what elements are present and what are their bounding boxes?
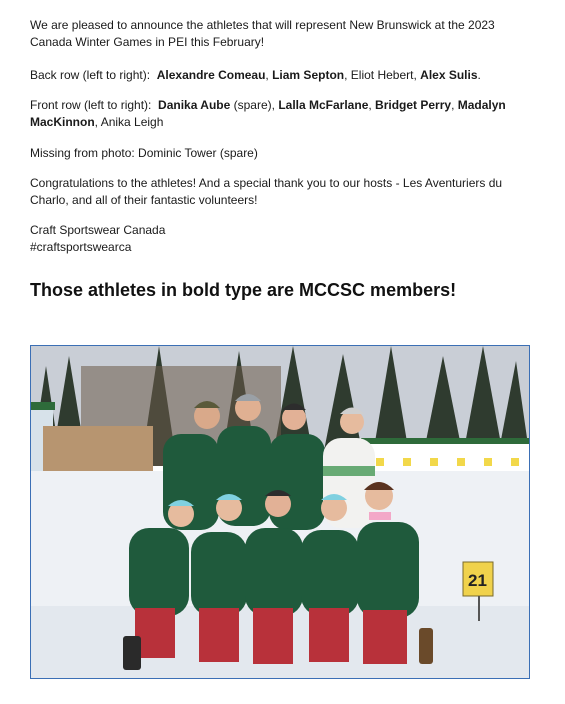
target-number: 21	[468, 571, 487, 590]
congrats-paragraph	[30, 175, 502, 209]
sponsor-paragraph	[30, 222, 165, 256]
congrats-line-2: Charlo, and all of their fantastic volunteers!	[30, 193, 258, 207]
sponsor-name: Craft Sportswear Canada	[30, 223, 166, 237]
members-headline: Those athletes in bold type are MCCSC members!	[30, 280, 457, 300]
spare-note: (spare)	[233, 98, 272, 112]
intro-line-2: Canada Winter Games in PEI this February!	[30, 35, 265, 49]
athlete-name: Eliot Hebert	[350, 68, 414, 82]
back-row-label: Back row (left to right):	[30, 68, 151, 82]
sponsor-hashtag: #craftsportswearca	[30, 240, 132, 254]
athlete-name: Alexandre Comeau	[156, 68, 266, 82]
athlete-name: Danika Aube	[158, 98, 231, 112]
team-photo	[30, 345, 530, 679]
intro-line-1: We are pleased to announce the athletes that will represent New Brunswick at the 2023	[30, 18, 495, 32]
athlete-name: Madalyn MacKinnon	[30, 98, 506, 129]
front-row-label: Front row (left to right):	[30, 98, 152, 112]
missing-paragraph: Missing from photo: Dominic Tower (spare)	[30, 146, 258, 160]
athlete-name: Lalla McFarlane	[278, 98, 369, 112]
athlete-name: Anika Leigh	[100, 115, 164, 129]
wooden-fence	[43, 426, 153, 472]
intro-paragraph	[30, 17, 495, 51]
congrats-line-1: Congratulations to the athletes! And a special thank you to our hosts - Les Aventuriers du	[30, 176, 503, 190]
athlete-name: Alex Sulis	[420, 68, 478, 82]
back-row-paragraph: Back row (left to right): Alexandre Comeau, Liam Septon, Eliot Hebert, Alex Sulis.	[30, 68, 481, 82]
front-row-athletes	[129, 482, 419, 664]
athlete-name: Liam Septon	[272, 68, 345, 82]
front-row-paragraph: Front row (left to right): Danika Aube (spare), Lalla McFarlane, Bridget Perry, Madalyn MacKinnon, Anika Leigh	[30, 98, 506, 129]
athlete-name: Bridget Perry	[375, 98, 452, 112]
